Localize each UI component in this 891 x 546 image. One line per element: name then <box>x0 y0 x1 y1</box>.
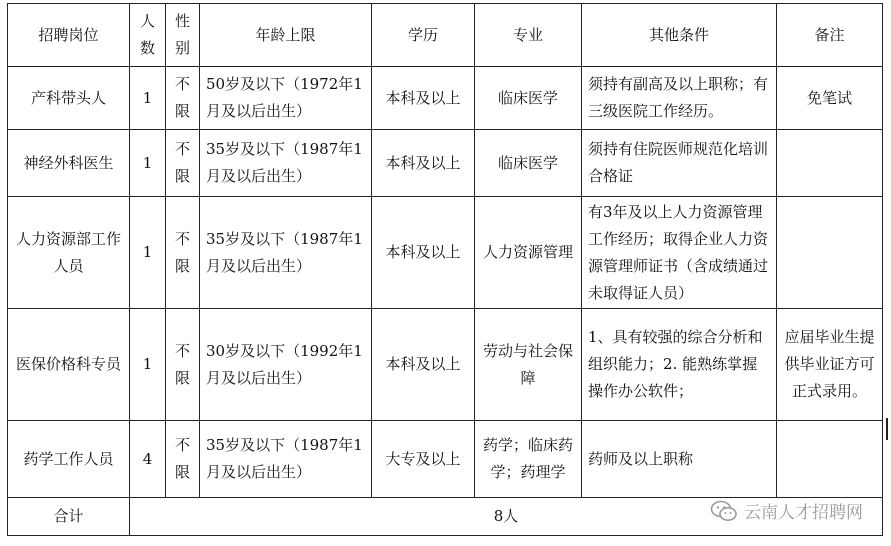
cell-gender: 不限 <box>166 130 200 197</box>
header-major: 专业 <box>475 4 582 67</box>
cell-count: 1 <box>130 309 166 421</box>
cell-conditions: 有3年及以上人力资源管理工作经历；取得企业人力资源管理师证书（含成绩通过未取得证人员） <box>582 197 777 309</box>
cell-age: 30岁及以下（1992年1月及以后出生） <box>200 309 372 421</box>
cell-position: 人力资源部工作人员 <box>8 197 130 309</box>
cell-position: 药学工作人员 <box>8 421 130 498</box>
cell-major: 临床医学 <box>475 67 582 130</box>
table-row <box>8 67 883 130</box>
header-age: 年龄上限 <box>200 4 372 67</box>
table-row <box>8 197 883 309</box>
cell-remark <box>777 421 883 498</box>
cell-gender: 不限 <box>166 67 200 130</box>
cell-position: 医保价格科专员 <box>8 309 130 421</box>
cell-conditions: 须持有住院医师规范化培训合格证 <box>582 130 777 197</box>
cell-age: 50岁及以下（1972年1月及以后出生） <box>200 67 372 130</box>
header-gender: 性别 <box>166 4 200 67</box>
cell-count: 4 <box>130 421 166 498</box>
cell-gender: 不限 <box>166 421 200 498</box>
cell-conditions: 须持有副高及以上职称；有三级医院工作经历。 <box>582 67 777 130</box>
cell-gender: 不限 <box>166 309 200 421</box>
cell-position: 神经外科医生 <box>8 130 130 197</box>
cell-age: 35岁及以下（1987年1月及以后出生） <box>200 421 372 498</box>
total-label: 合计 <box>8 498 130 536</box>
table-row <box>8 421 883 498</box>
cell-major: 劳动与社会保障 <box>475 309 582 421</box>
recruitment-table <box>7 3 883 536</box>
cell-count: 1 <box>130 130 166 197</box>
header-row <box>8 4 883 67</box>
cell-position: 产科带头人 <box>8 67 130 130</box>
cell-count: 1 <box>130 67 166 130</box>
header-count: 人数 <box>130 4 166 67</box>
cell-education: 大专及以上 <box>372 421 475 498</box>
cell-major: 临床医学 <box>475 130 582 197</box>
cell-education: 本科及以上 <box>372 309 475 421</box>
cell-age: 35岁及以下（1987年1月及以后出生） <box>200 130 372 197</box>
watermark <box>710 498 863 523</box>
cell-major: 人力资源管理 <box>475 197 582 309</box>
header-conditions: 其他条件 <box>582 4 777 67</box>
header-position: 招聘岗位 <box>8 4 130 67</box>
header-remark: 备注 <box>777 4 883 67</box>
cell-education: 本科及以上 <box>372 130 475 197</box>
cell-remark <box>777 197 883 309</box>
table-row <box>8 130 883 197</box>
cell-age: 35岁及以下（1987年1月及以后出生） <box>200 197 372 309</box>
table-row <box>8 309 883 421</box>
cell-conditions: 药师及以上职称 <box>582 421 777 498</box>
table-edge-mark <box>886 418 888 440</box>
watermark-text: 云南人才招聘网 <box>744 503 863 523</box>
cell-remark <box>777 130 883 197</box>
cell-remark: 免笔试 <box>777 67 883 130</box>
cell-major: 药学；临床药学；药理学 <box>475 421 582 498</box>
cell-education: 本科及以上 <box>372 67 475 130</box>
header-education: 学历 <box>372 4 475 67</box>
cell-conditions: 1、具有较强的综合分析和组织能力；2. 能熟练掌握操作办公软件； <box>582 309 777 421</box>
cell-count: 1 <box>130 197 166 309</box>
total-value: 8人 <box>130 498 883 536</box>
wechat-icon <box>710 500 738 522</box>
cell-gender: 不限 <box>166 197 200 309</box>
cell-remark: 应届毕业生提供毕业证方可正式录用。 <box>777 309 883 421</box>
cell-education: 本科及以上 <box>372 197 475 309</box>
